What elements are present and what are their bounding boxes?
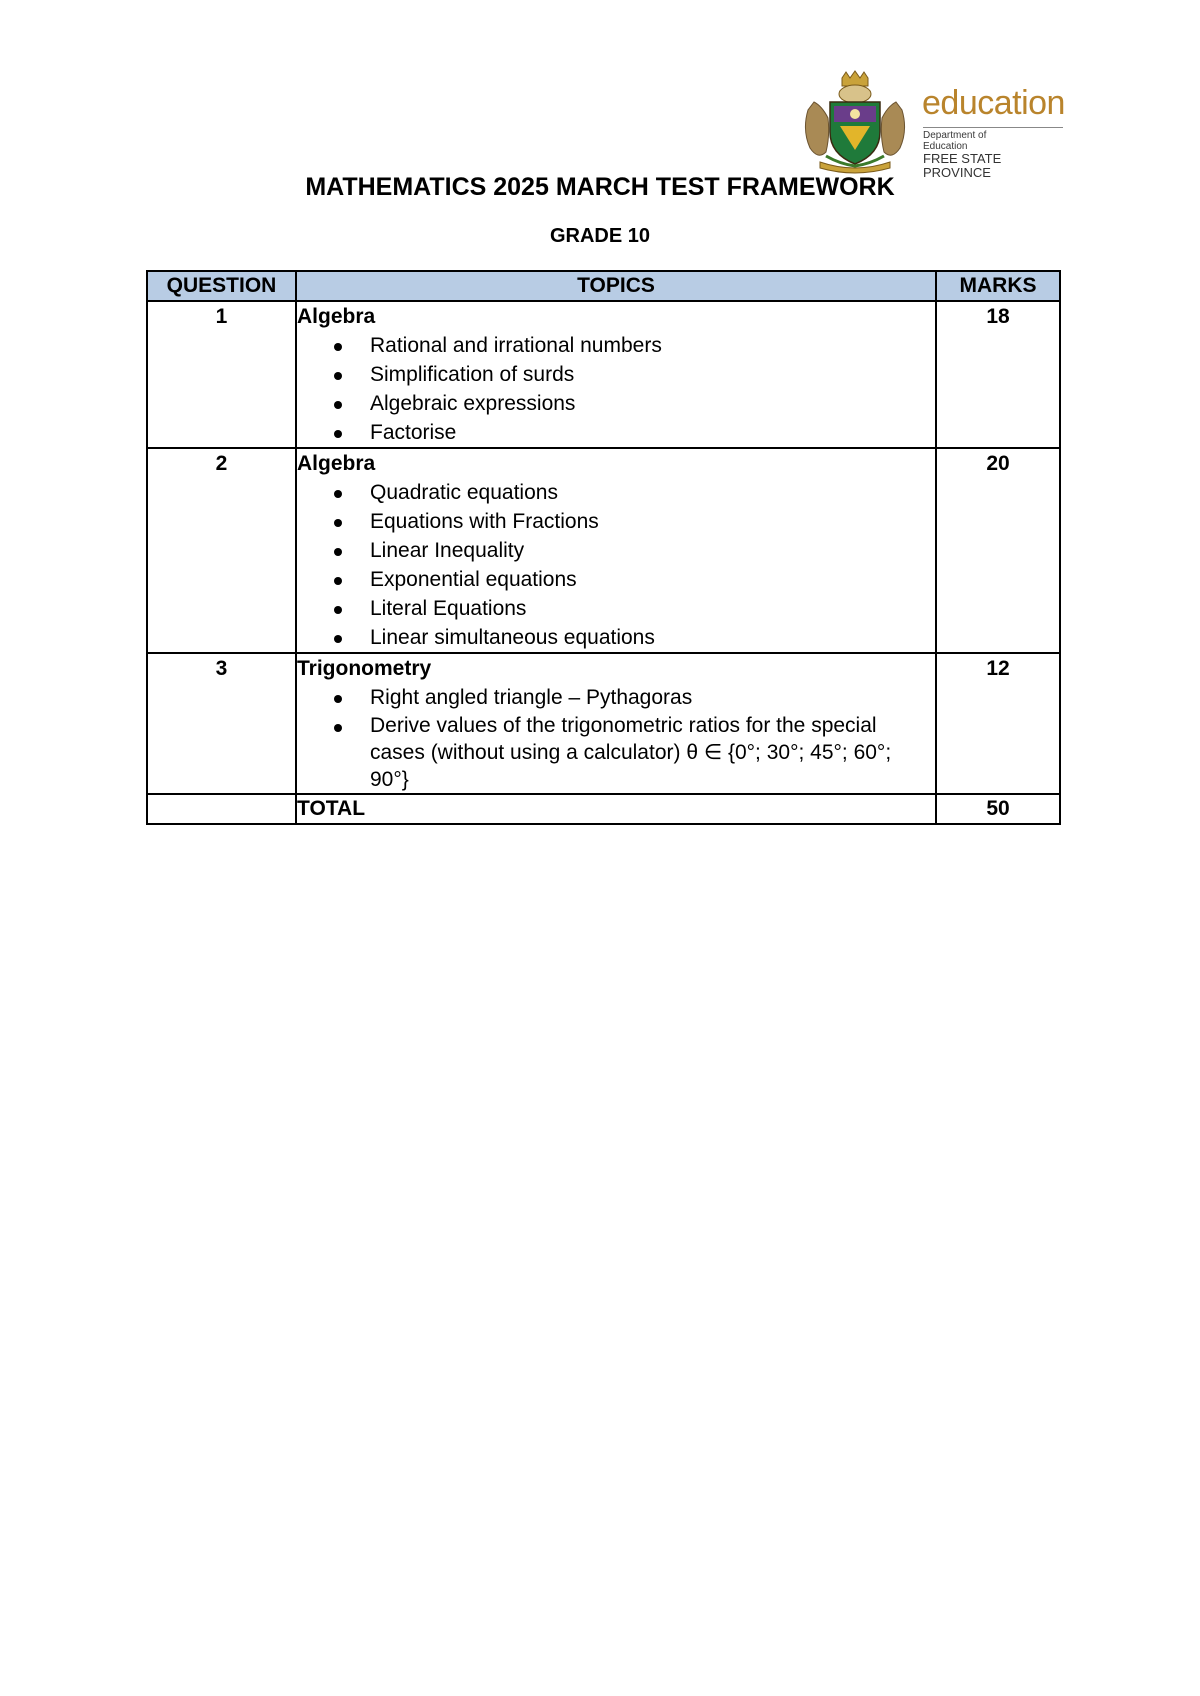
topic-heading: Algebra xyxy=(297,452,376,475)
list-item: Derive values of the trigonometric ratios for the special cases (without using a calculator) θ ∈ {0°; 30°; 45°; 60°; 90°} xyxy=(297,712,935,793)
topic-cell xyxy=(296,653,936,794)
grade-subtitle: GRADE 10 xyxy=(549,225,651,247)
question-number: 2 xyxy=(147,448,296,653)
topic-list xyxy=(297,478,935,652)
topic-list xyxy=(297,683,935,793)
total-empty-cell xyxy=(147,794,296,824)
education-wordmark: education xyxy=(922,84,1065,122)
question-number: 1 xyxy=(147,301,296,448)
list-item: Equations with Fractions xyxy=(297,507,935,536)
column-header-marks: MARKS xyxy=(936,271,1060,301)
list-item: Right angled triangle – Pythagoras xyxy=(297,683,935,712)
topic-heading: Trigonometry xyxy=(297,657,432,680)
topic-cell xyxy=(296,448,936,653)
list-item: Simplification of surds xyxy=(297,360,935,389)
list-item: Factorise xyxy=(297,418,935,447)
marks-value: 12 xyxy=(936,653,1060,794)
list-item: Algebraic expressions xyxy=(297,389,935,418)
logo-department-line: Department of xyxy=(923,130,987,141)
total-marks: 50 xyxy=(936,794,1060,824)
topic-list xyxy=(297,331,935,447)
table-row xyxy=(147,301,1060,448)
test-framework-table xyxy=(146,270,1061,825)
topic-cell xyxy=(296,301,936,448)
list-item: Linear simultaneous equations xyxy=(297,623,935,652)
total-label: TOTAL xyxy=(296,794,936,824)
list-item: Quadratic equations xyxy=(297,478,935,507)
list-item: Exponential equations xyxy=(297,565,935,594)
list-item: Literal Equations xyxy=(297,594,935,623)
table-row xyxy=(147,448,1060,653)
table-header-row xyxy=(147,271,1060,301)
logo-divider xyxy=(923,127,1063,128)
column-header-topics: TOPICS xyxy=(296,271,936,301)
marks-value: 20 xyxy=(936,448,1060,653)
topic-heading: Algebra xyxy=(297,305,376,328)
marks-value: 18 xyxy=(936,301,1060,448)
logo-education-line: Education xyxy=(923,141,968,152)
list-item: Rational and irrational numbers xyxy=(297,331,935,360)
column-header-question: QUESTION xyxy=(147,271,296,301)
logo-province-line: FREE STATE PROVINCE xyxy=(923,151,1002,180)
document-title: MATHEMATICS 2025 MARCH TEST FRAMEWORK xyxy=(305,173,895,201)
question-number: 3 xyxy=(147,653,296,794)
total-row xyxy=(147,794,1060,824)
education-logo xyxy=(800,70,1065,180)
table-row xyxy=(147,653,1060,794)
list-item: Linear Inequality xyxy=(297,536,935,565)
free-state-coat-of-arms-icon xyxy=(800,70,910,175)
